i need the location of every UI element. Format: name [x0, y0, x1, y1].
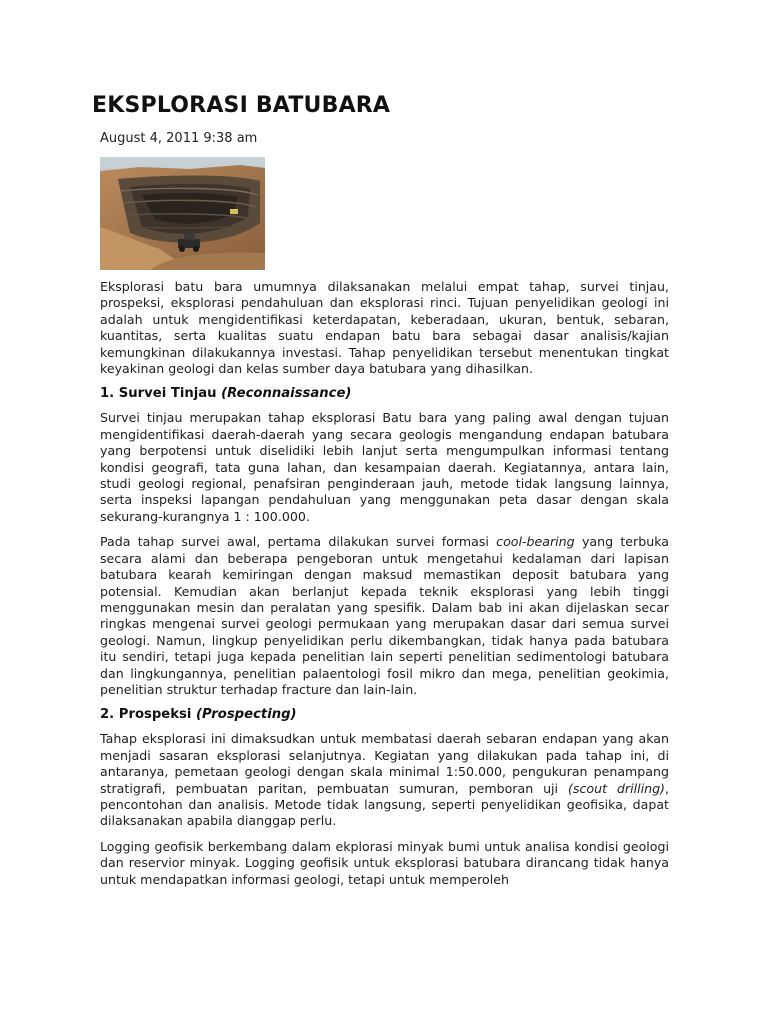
- section-heading-text: 1. Survei Tinjau: [100, 386, 217, 402]
- article-title: EKSPLORASI BATUBARA: [92, 93, 391, 118]
- article-body: [100, 279, 669, 897]
- coal-mine-photo: [100, 157, 265, 270]
- survei-tinjau-paragraph-2: [100, 534, 669, 698]
- article-date: August 4, 2011 9:38 am: [100, 131, 258, 146]
- paragraph-italic-term: (scout drilling): [567, 780, 665, 796]
- section-heading-survei-tinjau: [100, 386, 669, 401]
- paragraph-text: Pada tahap survei awal, pertama dilakukan survei formasi: [100, 534, 497, 550]
- section-heading-text: 2. Prospeksi: [100, 707, 192, 723]
- section-heading-english: (Reconnaissance): [221, 386, 352, 402]
- paragraph-text: yang terbuka secara alami dan beberapa pengeboran untuk mengetahui kedalaman dari lapisan batubara kearah kemiringan dengan maksud memastikan deposit batubara yang potensial. Kemudian akan berlanjut kepada teknik eksplorasi yang lebih tinggi menggunakan mesin dan peralatan yang spesifik. Dalam bab ini akan dijelaskan secar ringkas mengenai survei geologi permukaan yang merupakan dasar dari semua survei geologi. Namun, lingkup penyelidikan perlu dikembangkan, tidak hanya pada batubara itu sendiri, tetapi juga kepada penelitian lain seperti penelitian sedimentologi batubara dan lingkungannya, penelitian palaentologi fosil mikro dan mega, penelitian geokimia, penelitian struktur terhadap fracture dan lain-lain.: [100, 534, 669, 697]
- prospeksi-paragraph-1: [100, 731, 669, 829]
- paragraph-text: , pencontohan dan analisis. Metode tidak langsung, seperti penyelidikan geofisika, dapat dilaksanakan apabila dianggap perlu.: [100, 780, 669, 829]
- paragraph-text: Tahap eksplorasi ini dimaksudkan untuk membatasi daerah sebaran endapan yang akan menjadi sasaran eksplorasi selanjutnya. Kegiatan yang dilakukan pada tahap ini, di antaranya, pemetaan geologi dengan skala minimal 1:50.000, pengukuran penampang stratigrafi, pembuatan paritan, pembuatan sumuran, pemboran uji: [100, 731, 669, 796]
- paragraph-italic-term: cool-bearing: [496, 534, 575, 550]
- intro-paragraph: Eksplorasi batu bara umumnya dilaksanakan melalui empat tahap, survei tinjau, prospeksi, eksplorasi pendahuluan dan eksplorasi rinci. Tujuan penyelidikan geologi ini adalah untuk mengidentifikasi keterdapatan, keberadaan, ukuran, bentuk, sebaran, kuantitas, serta kualitas suatu endapan batu bara sebagai dasar analisis/kajian kemungkinan dilakukannya investasi. Tahap penyelidikan tersebut menentukan tingkat keyakinan geologi dan kelas sumber daya batubara yang dihasilkan.: [100, 279, 669, 377]
- section-heading-prospeksi: [100, 707, 669, 722]
- prospeksi-paragraph-2: Logging geofisik berkembang dalam ekplorasi minyak bumi untuk analisa kondisi geologi dan reservior minyak. Logging geofisik untuk eksplorasi batubara dirancang tidak hanya untuk mendapatkan informasi geologi, tetapi untuk memperoleh: [100, 838, 669, 887]
- section-heading-english: (Prospecting): [195, 707, 297, 723]
- survei-tinjau-paragraph-1: Survei tinjau merupakan tahap eksplorasi Batu bara yang paling awal dengan tujuan mengidentifikasi daerah-daerah yang secara geologis mengandung endapan batubara yang berpotensi untuk diselidiki lebih lanjut serta mengumpulkan informasi tentang kondisi geografi, tata guna lahan, dan kesampaian daerah. Kegiatannya, antara lain, studi geologi regional, penafsiran penginderaan jauh, metode tidak langsung lainnya, serta inspeksi lapangan pendahuluan yang menggunakan peta dasar dengan skala sekurang-kurangnya 1 : 100.000.: [100, 410, 669, 524]
